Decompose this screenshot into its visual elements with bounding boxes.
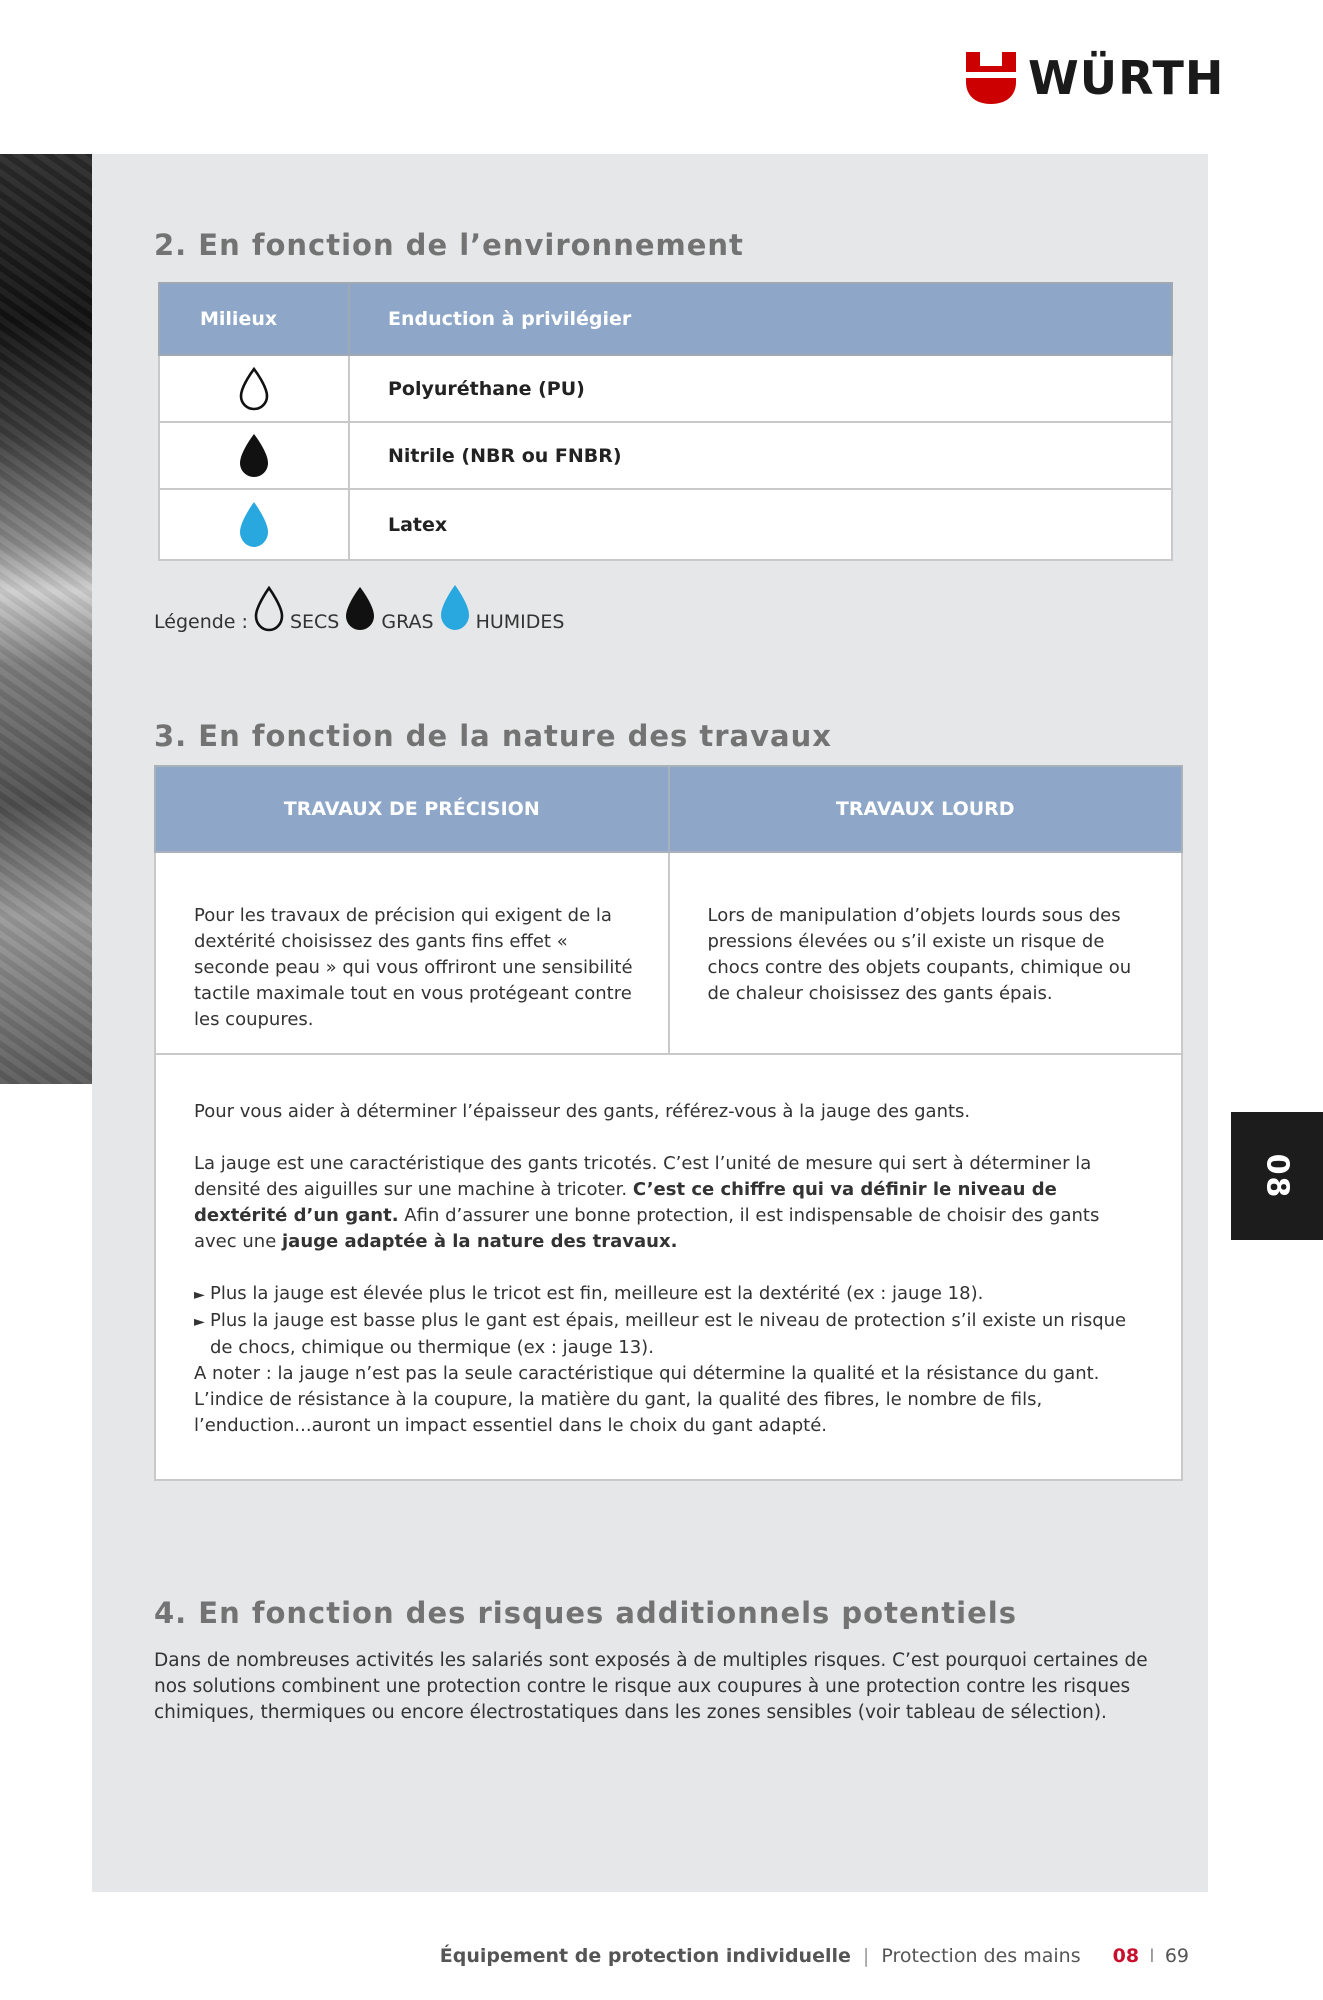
page-number: 69: [1164, 1945, 1189, 1967]
gauge-note: A noter : la jauge n’est pas la seule caractéristique qui détermine la qualité et la résistance du gant. L’indice de résistance à la coupure, la matière du gant, la qualité des fibres, le nombre de fils, l’enduction...auront un impact essentiel dans le choix du gant adapté.: [194, 1363, 1100, 1436]
legend-item-label: GRAS: [381, 611, 434, 633]
section4-heading: 4. En fonction des risques additionnels potentiels: [154, 1596, 1017, 1630]
brand-name: WÜRTH: [1028, 51, 1225, 105]
heavy-work-text: Lors de manipulation d’objets lourds sous des pressions élevées ou s’il existe un risque de chocs contre des objets coupants, chimique ou de chaleur choisissez des gants épais.: [669, 852, 1183, 1054]
legend-item-label: SECS: [289, 611, 340, 633]
drop-black-icon: [343, 585, 377, 633]
table-row: [155, 1054, 1182, 1480]
footer: [440, 1945, 1189, 1967]
drop-blue-icon: [438, 583, 472, 633]
table-header-row: [159, 283, 1172, 355]
wurth-logo: [966, 52, 1224, 104]
wurth-logo-mark-icon: [966, 52, 1016, 104]
chapter-number: 08: [1259, 1153, 1295, 1199]
coating-cell: Latex: [349, 489, 1172, 560]
coating-cell: Polyuréthane (PU): [349, 355, 1172, 422]
column-header-heavy: TRAVAUX LOURD: [669, 766, 1183, 852]
environment-cell: [159, 422, 349, 489]
gauge-intro: Pour vous aider à déterminer l’épaisseur des gants, référez-vous à la jauge des gants.: [194, 1101, 971, 1122]
environment-cell: [159, 489, 349, 560]
drop-outline-icon: [252, 585, 286, 633]
column-header-enduction: Enduction à privilégier: [349, 283, 1172, 355]
column-header-precision: TRAVAUX DE PRÉCISION: [155, 766, 669, 852]
table-header-row: [155, 766, 1182, 852]
footer-category: Équipement de protection individuelle: [439, 1945, 851, 1967]
table-row: [155, 852, 1182, 1054]
triangle-bullet-icon: ►: [194, 1287, 205, 1303]
environment-table: [158, 282, 1173, 561]
environment-cell: [159, 355, 349, 422]
work-type-table: [154, 765, 1183, 1481]
list-item: ► Plus la jauge est élevée plus le tricot est fin, meilleure est la dextérité (ex : jauge 18).: [194, 1281, 1143, 1308]
precision-work-text: Pour les travaux de précision qui exigent de la dextérité choisissez des gants fins effet « seconde peau » qui vous offriront une sensibilité tactile maximale tout en vous protégeant contre les coupures.: [155, 852, 669, 1054]
table-row: [159, 355, 1172, 422]
gauge-paragraph: La jauge est une caractéristique des gants tricotés. C’est l’unité de mesure qui sert à déterminer la densité des aiguilles sur une machine à tricoter. C’est ce chiffre qui va définir le niveau de dextérité d’un gant. Afin d’assurer une bonne protection, il est indispensable de choisir des gants avec une jauge adaptée à la nature des travaux.: [194, 1153, 1100, 1252]
coating-cell: Nitrile (NBR ou FNBR): [349, 422, 1172, 489]
triangle-bullet-icon: ►: [194, 1314, 205, 1330]
drop-outline-icon: [237, 366, 271, 412]
column-header-milieux: Milieux: [159, 283, 349, 355]
legend: [154, 583, 564, 633]
drop-black-icon: [237, 432, 271, 480]
list-item: ► Plus la jauge est basse plus le gant est épais, meilleur est le niveau de protection s’il existe un risque de chocs, chimique ou thermique (ex : jauge 13).: [194, 1310, 1127, 1358]
drop-blue-icon: [237, 500, 271, 550]
table-row: [159, 489, 1172, 560]
decorative-photo: [0, 154, 92, 1084]
legend-item-label: HUMIDES: [475, 611, 565, 633]
section2-heading: 2. En fonction de l’environnement: [154, 228, 744, 262]
table-row: [159, 422, 1172, 489]
section4-text: Dans de nombreuses activités les salariés sont exposés à de multiples risques. C’est pourquoi certaines de nos solutions combinent une protection contre le risque aux coupures à une protection contre les risques chimiques, thermiques ou encore électrostatiques dans les zones sensibles (voir tableau de sélection).: [154, 1650, 1148, 1723]
footer-chapter: 08: [1112, 1945, 1140, 1967]
footer-page-separator: I: [1149, 1945, 1155, 1967]
chapter-side-tab: [1231, 1112, 1323, 1240]
gauge-info-cell: [155, 1054, 1182, 1480]
section3-heading: 3. En fonction de la nature des travaux: [154, 719, 832, 753]
gauge-bullets: [194, 1281, 1143, 1439]
footer-subcategory: Protection des mains: [881, 1945, 1081, 1967]
footer-separator: |: [862, 1945, 870, 1967]
legend-label: Légende :: [154, 611, 248, 633]
